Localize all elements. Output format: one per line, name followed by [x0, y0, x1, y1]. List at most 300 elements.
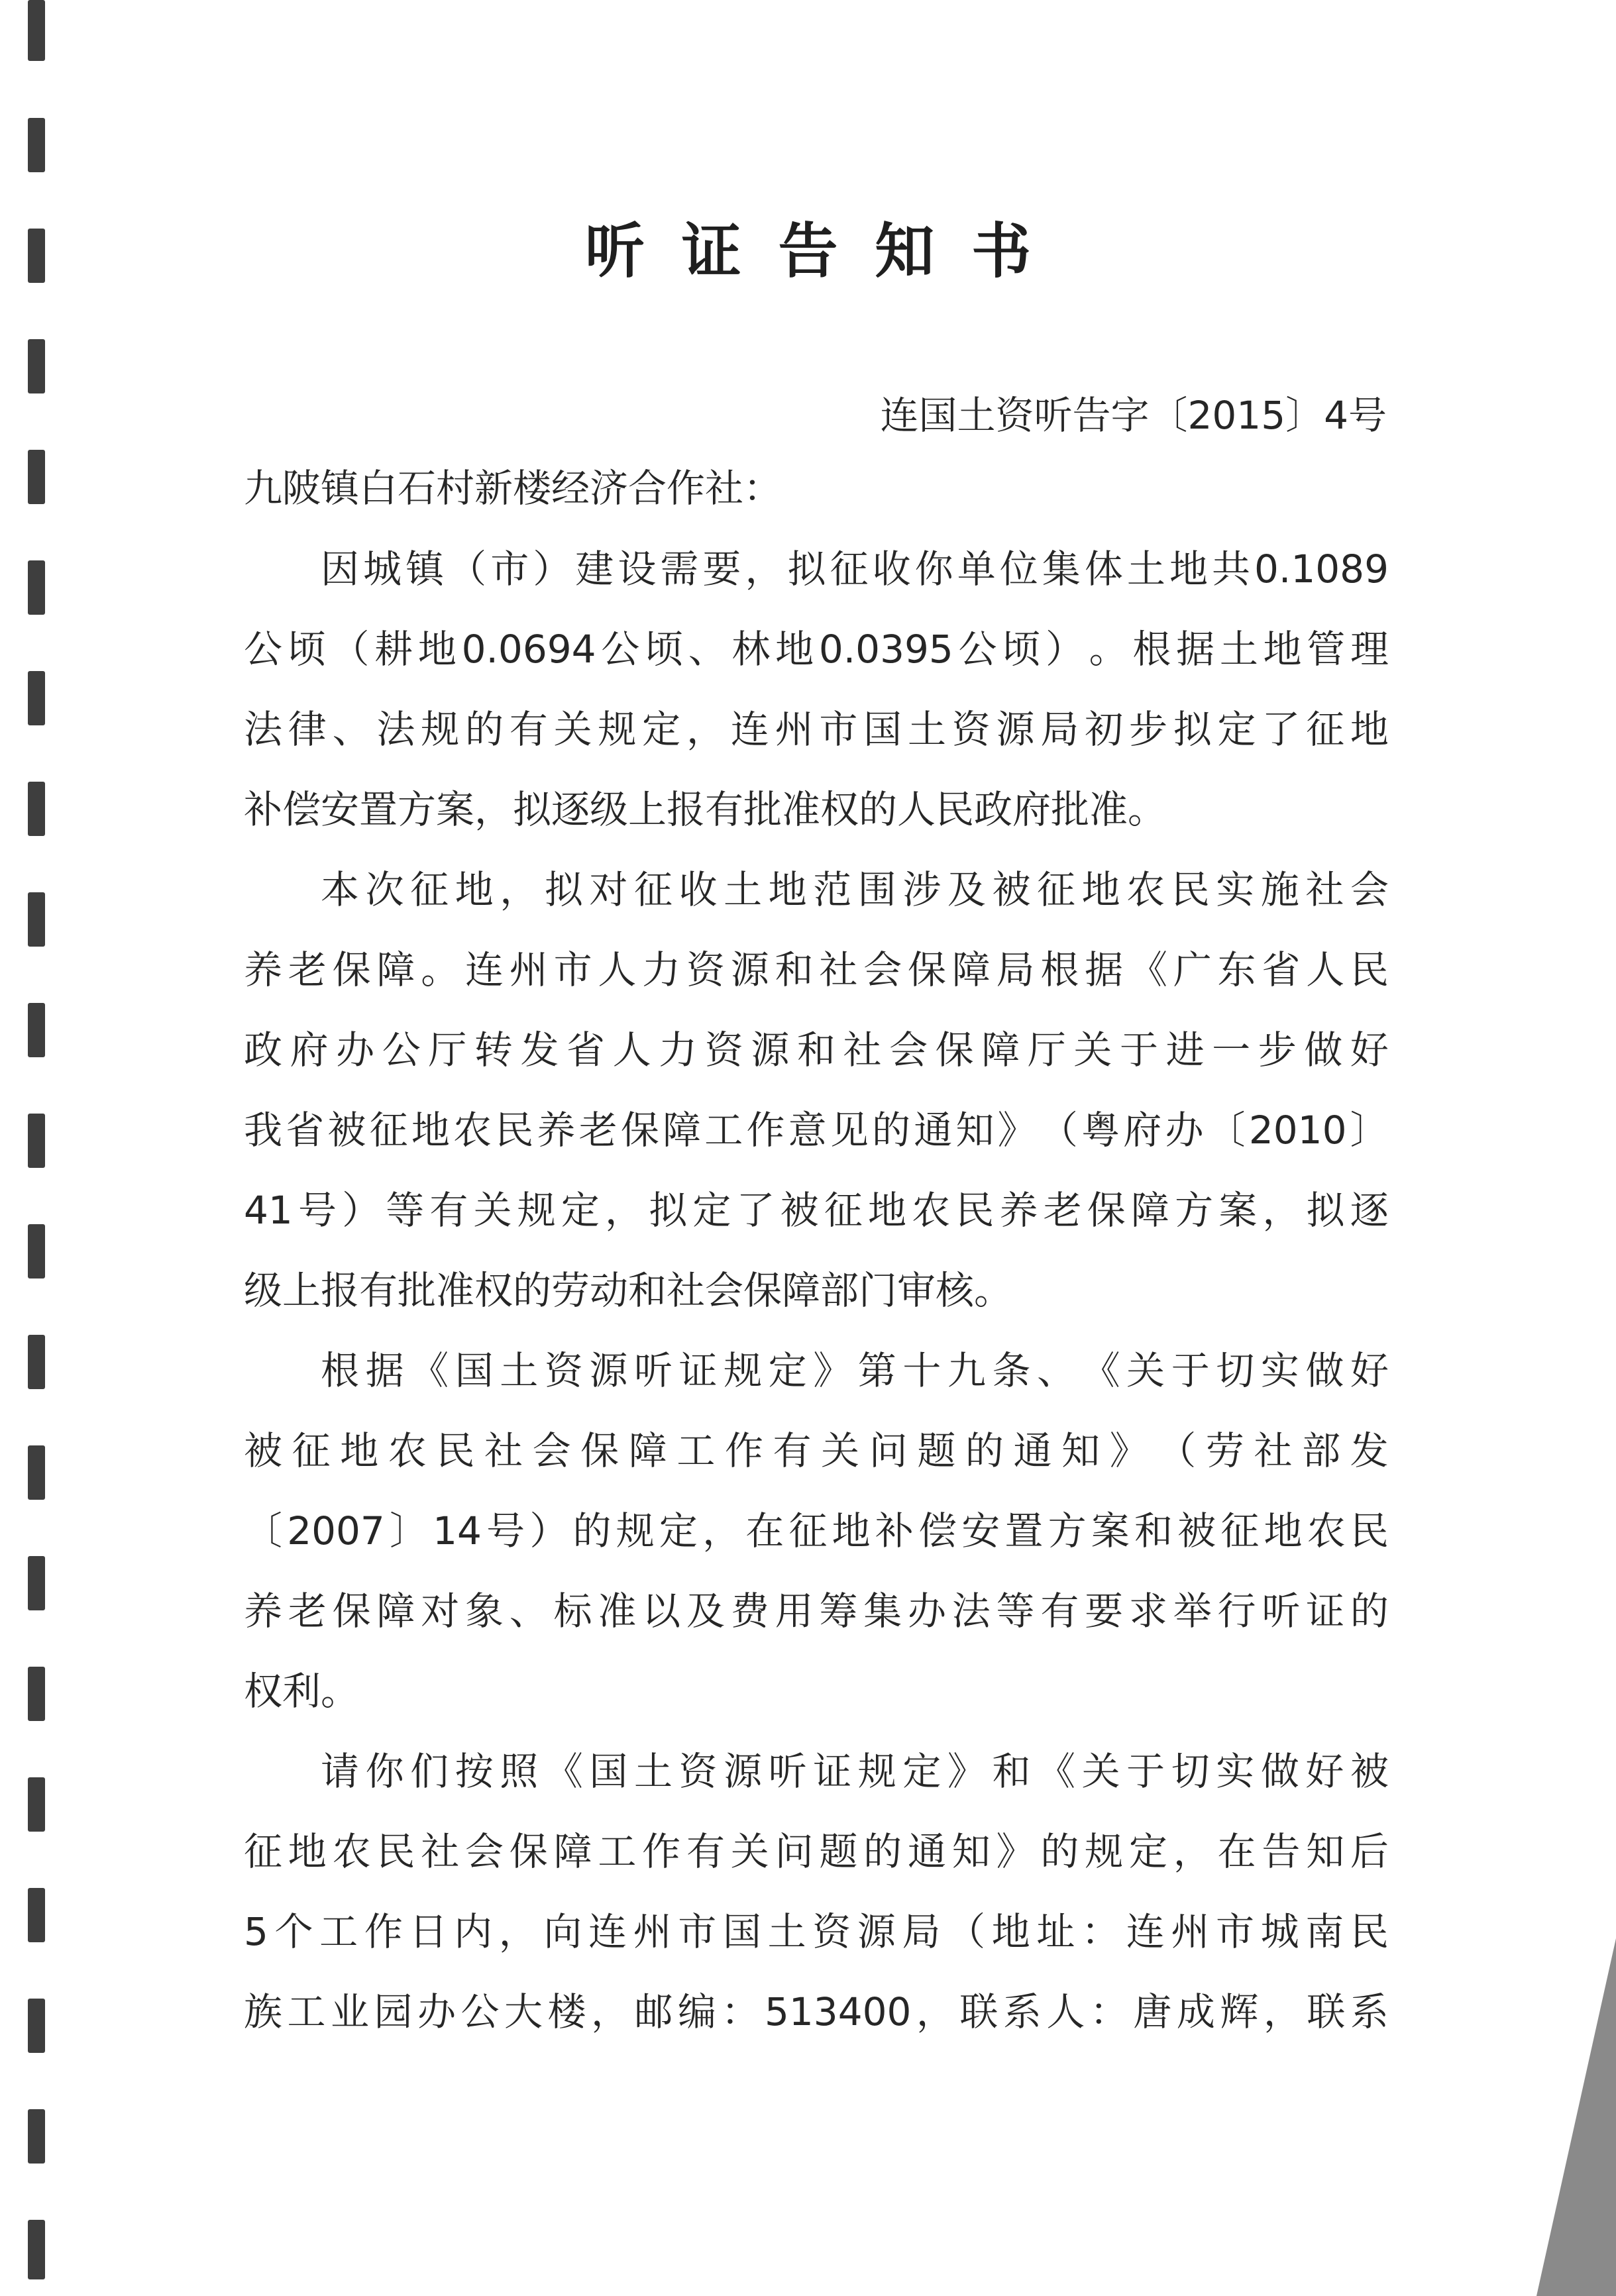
- text-glyph: 及: [947, 867, 986, 912]
- text-glyph: 定: [1128, 1829, 1167, 1874]
- text-glyph: 和: [992, 1749, 1031, 1794]
- text-glyph: 求: [1128, 1589, 1167, 1634]
- text-glyph: 实: [1216, 867, 1255, 912]
- text-glyph: 连: [464, 947, 504, 992]
- text-glyph: 好: [1350, 1348, 1389, 1393]
- text-glyph: 理: [1350, 627, 1389, 672]
- text-glyph: 人: [1046, 1989, 1085, 2034]
- text-glyph: 园: [374, 1989, 413, 2034]
- text-glyph: 规: [724, 1348, 763, 1393]
- text-glyph: 题: [917, 1428, 956, 1473]
- text-glyph: 〔: [244, 1508, 283, 1553]
- text-glyph: 案: [1218, 1188, 1258, 1233]
- text-glyph: 、: [332, 707, 371, 752]
- text-glyph: 根: [1040, 947, 1079, 992]
- text-glyph: 偿: [918, 1508, 957, 1553]
- text-glyph: 公: [601, 627, 640, 672]
- text-glyph: 号: [486, 1508, 525, 1553]
- text-glyph: 地: [1350, 707, 1389, 752]
- text-glyph: （: [1158, 1428, 1197, 1473]
- text-glyph: （: [1039, 1108, 1078, 1153]
- text-glyph: 涉: [902, 867, 942, 912]
- text-glyph: 市: [1215, 1909, 1254, 1954]
- text-glyph: 作: [724, 1428, 763, 1473]
- text-glyph: ，: [500, 867, 539, 912]
- text-glyph: 障: [663, 1108, 702, 1153]
- body-line: [244, 940, 1389, 1000]
- text-glyph: 老: [288, 1589, 327, 1634]
- text-glyph: 规: [616, 1508, 655, 1553]
- text-glyph: 地: [1264, 1508, 1303, 1553]
- text-glyph: 土: [724, 867, 763, 912]
- text-glyph: 照: [500, 1749, 539, 1794]
- text-glyph: 资: [678, 1749, 718, 1794]
- body-line: [244, 1742, 1389, 1801]
- body-line: [244, 1421, 1389, 1481]
- binding-mark: [28, 1667, 45, 1721]
- text-glyph: 位: [999, 547, 1038, 592]
- text-glyph: 会: [889, 1027, 928, 1072]
- text-glyph: 工: [287, 1989, 326, 2034]
- text-glyph: ，: [498, 1909, 537, 1954]
- text-glyph: ，: [605, 1188, 644, 1233]
- text-glyph: 体: [1084, 547, 1123, 592]
- text-glyph: 农: [388, 1428, 427, 1473]
- text-glyph: 2010: [1248, 1108, 1347, 1153]
- text-glyph: 邮: [634, 1989, 673, 2034]
- binding-mark: [28, 1224, 45, 1278]
- text-glyph: 公: [460, 1989, 500, 2034]
- text-glyph: 征: [369, 1108, 408, 1153]
- text-glyph: 关: [1126, 1348, 1165, 1393]
- text-glyph: 有: [686, 1829, 725, 1874]
- text-glyph: 工: [319, 1909, 358, 1954]
- text-glyph: 置: [1004, 1508, 1044, 1553]
- text-glyph: 切: [1171, 1749, 1210, 1794]
- text-glyph: ）: [529, 1508, 568, 1553]
- text-glyph: 人: [598, 947, 637, 992]
- text-glyph: 老: [578, 1108, 618, 1153]
- text-glyph: 做: [1305, 1348, 1344, 1393]
- text-glyph: 连: [588, 1909, 627, 1954]
- text-glyph: （: [331, 627, 370, 672]
- text-glyph: 会: [464, 1829, 504, 1874]
- text-glyph: 管: [1307, 627, 1346, 672]
- text-glyph: 力: [642, 947, 681, 992]
- text-glyph: 系: [1350, 1989, 1389, 2034]
- binding-mark: [28, 671, 45, 725]
- text-glyph: 作: [364, 1909, 403, 1954]
- text-glyph: 规: [517, 1188, 556, 1233]
- text-glyph: 好: [1305, 1749, 1344, 1794]
- text-glyph: 关: [1073, 1027, 1112, 1072]
- text-glyph: 楼: [547, 1989, 586, 2034]
- binding-mark: [28, 1888, 45, 1942]
- text-glyph: 十: [902, 1348, 942, 1393]
- text-glyph: 业: [331, 1989, 370, 2034]
- text-glyph: 关: [730, 1829, 769, 1874]
- text-glyph: 土: [1126, 547, 1165, 592]
- text-glyph: 保: [907, 947, 946, 992]
- text-glyph: 等: [996, 1589, 1035, 1634]
- text-glyph: 问: [775, 1829, 814, 1874]
- text-glyph: 定: [659, 1508, 698, 1553]
- text-glyph: 通: [914, 1108, 953, 1153]
- text-glyph: 征: [410, 867, 449, 912]
- text-glyph: 标: [553, 1589, 592, 1634]
- text-glyph: 关: [821, 1428, 860, 1473]
- text-glyph: 一: [1212, 1027, 1251, 1072]
- text-glyph: ：: [721, 1989, 760, 2034]
- text-glyph: 州: [509, 947, 548, 992]
- text-glyph: 征: [1220, 1508, 1260, 1553]
- text-glyph: 障: [376, 1589, 415, 1634]
- text-glyph: 规: [421, 707, 460, 752]
- text-glyph: 》: [1109, 1428, 1148, 1473]
- text-glyph: 人: [1306, 947, 1345, 992]
- text-glyph: 地: [1169, 547, 1208, 592]
- text-glyph: 14: [433, 1508, 482, 1553]
- binding-mark: [28, 560, 45, 615]
- text-glyph: 举: [1173, 1589, 1212, 1634]
- text-glyph: 设: [618, 547, 657, 592]
- binding-mark: [28, 118, 45, 172]
- text-glyph: 在: [1217, 1829, 1256, 1874]
- text-glyph: 《: [1081, 1348, 1120, 1393]
- text-glyph: 通: [1013, 1428, 1052, 1473]
- text-glyph: 养: [244, 947, 283, 992]
- text-glyph: 收: [872, 547, 911, 592]
- text-glyph: ：: [1089, 1989, 1128, 2034]
- text-glyph: 局: [1040, 707, 1079, 752]
- text-glyph: 大: [504, 1989, 543, 2034]
- text-glyph: 源: [730, 947, 769, 992]
- text-glyph: 公: [382, 1027, 421, 1072]
- binding-mark: [28, 339, 45, 393]
- text-glyph: 规: [598, 707, 637, 752]
- text-glyph: 法: [376, 707, 415, 752]
- text-glyph: 被: [992, 867, 1031, 912]
- text-glyph: 》: [997, 1108, 1036, 1153]
- text-glyph: 证: [678, 1348, 718, 1393]
- text-glyph: 会: [532, 1428, 571, 1473]
- body-line: 补偿安置方案，拟逐级上报有批准权的人民政府批准。: [244, 787, 1167, 832]
- text-glyph: 保: [935, 1027, 974, 1072]
- text-glyph: 对: [589, 867, 628, 912]
- text-glyph: 社: [421, 1829, 460, 1874]
- text-glyph: 等: [386, 1188, 425, 1233]
- text-glyph: 社: [1305, 867, 1344, 912]
- text-glyph: 方: [1048, 1508, 1087, 1553]
- text-glyph: 保: [332, 947, 371, 992]
- text-glyph: 办: [1165, 1108, 1204, 1153]
- text-glyph: 方: [1175, 1188, 1214, 1233]
- text-glyph: 逐: [1350, 1188, 1389, 1233]
- text-glyph: 耕: [374, 627, 413, 672]
- text-glyph: 行: [1217, 1589, 1256, 1634]
- text-glyph: ，: [745, 547, 784, 592]
- text-glyph: 址: [1036, 1909, 1075, 1954]
- text-glyph: 用: [775, 1589, 814, 1634]
- text-glyph: 后: [1350, 1829, 1389, 1874]
- text-glyph: 按: [455, 1749, 494, 1794]
- binding-mark: [28, 1999, 45, 2053]
- text-glyph: 部: [1302, 1428, 1341, 1473]
- body-line: [244, 1020, 1389, 1080]
- text-glyph: 定: [1217, 707, 1256, 752]
- text-glyph: 法: [244, 707, 283, 752]
- text-glyph: 题: [819, 1829, 858, 1874]
- text-glyph: 《: [544, 1749, 583, 1794]
- text-glyph: 局: [996, 947, 1035, 992]
- text-glyph: 工: [598, 1829, 637, 1874]
- text-glyph: 、: [509, 1589, 548, 1634]
- text-glyph: 城: [363, 547, 402, 592]
- text-glyph: 资: [812, 1909, 851, 1954]
- text-glyph: 513400: [765, 1989, 912, 2034]
- text-glyph: 地: [455, 867, 494, 912]
- body-line: [244, 619, 1389, 679]
- text-glyph: 第: [857, 1348, 896, 1393]
- text-glyph: 保: [1087, 1188, 1126, 1233]
- text-glyph: 们: [410, 1749, 449, 1794]
- body-line: [244, 1501, 1389, 1561]
- text-glyph: 进: [1165, 1027, 1205, 1072]
- text-glyph: 补: [875, 1508, 914, 1553]
- text-glyph: 地: [867, 1188, 906, 1233]
- body-line: [244, 700, 1389, 759]
- text-glyph: 征: [788, 1508, 828, 1553]
- text-glyph: 族: [244, 1989, 283, 2034]
- text-glyph: 、: [1037, 1348, 1076, 1393]
- text-glyph: 源: [724, 1749, 763, 1794]
- text-glyph: 农: [1307, 1508, 1346, 1553]
- text-glyph: 养: [999, 1188, 1038, 1233]
- text-glyph: 障: [1130, 1188, 1169, 1233]
- text-glyph: 顷: [1002, 627, 1041, 672]
- body-line: [244, 1982, 1389, 2042]
- text-glyph: 民: [495, 1108, 534, 1153]
- text-glyph: 你: [365, 1749, 404, 1794]
- text-glyph: 范: [813, 867, 852, 912]
- scanner-shadow: [1536, 1938, 1616, 2296]
- text-glyph: 地: [1263, 627, 1302, 672]
- text-glyph: 有: [429, 1188, 468, 1233]
- text-glyph: 源: [589, 1348, 628, 1393]
- text-glyph: 农: [1126, 867, 1165, 912]
- text-glyph: 地: [288, 1829, 327, 1874]
- binding-mark: [28, 0, 45, 61]
- text-glyph: 国: [863, 707, 902, 752]
- text-glyph: 土: [767, 1909, 806, 1954]
- text-glyph: 向: [543, 1909, 582, 1954]
- binding-mark: [28, 782, 45, 836]
- text-glyph: 编: [678, 1989, 717, 2034]
- text-glyph: 厅: [1027, 1027, 1066, 1072]
- text-glyph: 号: [297, 1188, 337, 1233]
- text-glyph: 内: [454, 1909, 493, 1954]
- text-glyph: ，: [686, 707, 725, 752]
- text-glyph: 力: [659, 1027, 698, 1072]
- text-glyph: 联: [959, 1989, 998, 2034]
- text-glyph: 征: [633, 867, 673, 912]
- text-glyph: 准: [598, 1589, 637, 1634]
- text-glyph: 征: [1037, 867, 1076, 912]
- text-glyph: 初: [1085, 707, 1124, 752]
- text-glyph: 地: [768, 867, 807, 912]
- text-glyph: 老: [1043, 1188, 1082, 1233]
- text-glyph: 集: [1042, 547, 1081, 592]
- text-glyph: 民: [1350, 1909, 1389, 1954]
- text-glyph: 费: [730, 1589, 769, 1634]
- binding-mark: [28, 1556, 45, 1610]
- text-glyph: 局: [902, 1909, 941, 1954]
- text-glyph: 征: [292, 1428, 331, 1473]
- text-glyph: 的: [1350, 1589, 1389, 1634]
- body-line: [244, 1180, 1389, 1240]
- text-glyph: 土: [907, 707, 946, 752]
- text-glyph: 地: [775, 627, 814, 672]
- binding-mark: [28, 1445, 45, 1500]
- text-glyph: 《: [1128, 947, 1167, 992]
- text-glyph: 连: [1126, 1909, 1165, 1954]
- text-glyph: 九: [947, 1348, 986, 1393]
- text-glyph: 知: [951, 1829, 991, 1874]
- text-glyph: 收: [678, 867, 718, 912]
- text-glyph: 州: [1171, 1909, 1210, 1954]
- text-glyph: 共: [1211, 547, 1250, 592]
- text-glyph: 实: [1260, 1348, 1299, 1393]
- text-glyph: 民: [1171, 867, 1210, 912]
- text-glyph: 的: [1040, 1829, 1079, 1874]
- text-glyph: 林: [731, 627, 771, 672]
- text-glyph: 做: [1260, 1749, 1299, 1794]
- text-glyph: 省: [566, 1027, 606, 1072]
- text-glyph: 的: [572, 1508, 612, 1553]
- text-glyph: 发: [1350, 1428, 1389, 1473]
- text-glyph: 。: [421, 947, 460, 992]
- text-glyph: 国: [455, 1348, 494, 1393]
- text-glyph: 联: [1307, 1989, 1346, 2034]
- text-glyph: 办: [417, 1989, 457, 2034]
- text-glyph: 拟: [1306, 1188, 1345, 1233]
- text-glyph: 根: [321, 1348, 360, 1393]
- text-glyph: 转: [474, 1027, 513, 1072]
- text-glyph: 政: [244, 1027, 283, 1072]
- text-glyph: 人: [612, 1027, 651, 1072]
- text-glyph: 施: [1260, 867, 1299, 912]
- text-glyph: 〕: [1350, 1108, 1389, 1153]
- text-glyph: ）: [342, 1188, 381, 1233]
- text-glyph: 做: [1304, 1027, 1343, 1072]
- text-glyph: ）: [1045, 627, 1084, 672]
- text-glyph: 被: [327, 1108, 366, 1153]
- text-glyph: 》: [947, 1749, 986, 1794]
- text-glyph: 源: [857, 1909, 896, 1954]
- text-glyph: 和: [775, 947, 814, 992]
- text-glyph: 顷: [644, 627, 683, 672]
- text-glyph: 对: [421, 1589, 460, 1634]
- text-glyph: 通: [907, 1829, 946, 1874]
- body-line: [244, 1581, 1389, 1641]
- text-glyph: 。: [1089, 627, 1128, 672]
- text-glyph: 5: [244, 1909, 268, 1954]
- text-glyph: 请: [321, 1749, 360, 1794]
- text-glyph: 听: [768, 1749, 807, 1794]
- text-glyph: 公: [244, 627, 283, 672]
- body-line: 权利。: [244, 1669, 360, 1714]
- text-glyph: 征: [824, 1188, 863, 1233]
- text-glyph: 府: [290, 1027, 329, 1072]
- text-glyph: 据: [365, 1348, 404, 1393]
- text-glyph: 社: [1254, 1428, 1293, 1473]
- text-glyph: 顷: [287, 627, 326, 672]
- text-glyph: 知: [955, 1108, 995, 1153]
- document-title: 听证告知书: [584, 216, 1068, 286]
- text-glyph: 社: [843, 1027, 882, 1072]
- text-glyph: 土: [1219, 627, 1258, 672]
- text-glyph: 据: [1085, 947, 1124, 992]
- text-glyph: 市: [553, 947, 592, 992]
- text-glyph: 农: [332, 1829, 371, 1874]
- text-glyph: 保: [332, 1589, 371, 1634]
- text-glyph: 、: [688, 627, 727, 672]
- text-glyph: 省: [286, 1108, 325, 1153]
- text-glyph: 办: [336, 1027, 375, 1072]
- text-glyph: 筹: [819, 1589, 858, 1634]
- text-glyph: 和: [796, 1027, 835, 1072]
- text-glyph: 关: [1081, 1749, 1120, 1794]
- text-glyph: 2007: [287, 1508, 385, 1553]
- text-glyph: 个: [274, 1909, 313, 1954]
- text-glyph: 养: [244, 1589, 283, 1634]
- text-glyph: 障: [951, 947, 991, 992]
- text-glyph: 地: [411, 1108, 450, 1153]
- text-glyph: 实: [1216, 1749, 1255, 1794]
- text-glyph: 律: [288, 707, 327, 752]
- text-glyph: 集: [863, 1589, 902, 1634]
- text-glyph: 民: [1350, 1508, 1389, 1553]
- text-glyph: 〔: [1207, 1108, 1246, 1153]
- text-glyph: 厅: [428, 1027, 467, 1072]
- text-glyph: 土: [500, 1348, 539, 1393]
- text-glyph: ，: [1173, 1829, 1212, 1874]
- text-glyph: 好: [1350, 1027, 1389, 1072]
- body-line: [244, 1341, 1389, 1400]
- text-glyph: 41: [244, 1188, 293, 1233]
- binding-mark: [28, 450, 45, 504]
- text-glyph: （: [947, 1909, 986, 1954]
- binding-mark: [28, 2220, 45, 2279]
- text-glyph: 知: [1306, 1829, 1345, 1874]
- text-glyph: 规: [1085, 1829, 1124, 1874]
- text-glyph: ，: [591, 1989, 630, 2034]
- text-glyph: 围: [857, 867, 896, 912]
- text-glyph: 征: [244, 1829, 283, 1874]
- text-glyph: 被: [244, 1428, 283, 1473]
- text-glyph: 及: [686, 1589, 725, 1634]
- text-glyph: 要: [702, 547, 741, 592]
- text-glyph: 障: [553, 1829, 592, 1874]
- text-glyph: 据: [1176, 627, 1215, 672]
- addressee-line: 九陂镇白石村新楼经济合作社：: [244, 466, 782, 511]
- text-glyph: 定: [902, 1749, 942, 1794]
- text-glyph: 源: [751, 1027, 790, 1072]
- text-glyph: 城: [1260, 1909, 1299, 1954]
- text-glyph: 于: [1119, 1027, 1158, 1072]
- text-glyph: 次: [365, 867, 404, 912]
- text-glyph: 征: [1306, 707, 1345, 752]
